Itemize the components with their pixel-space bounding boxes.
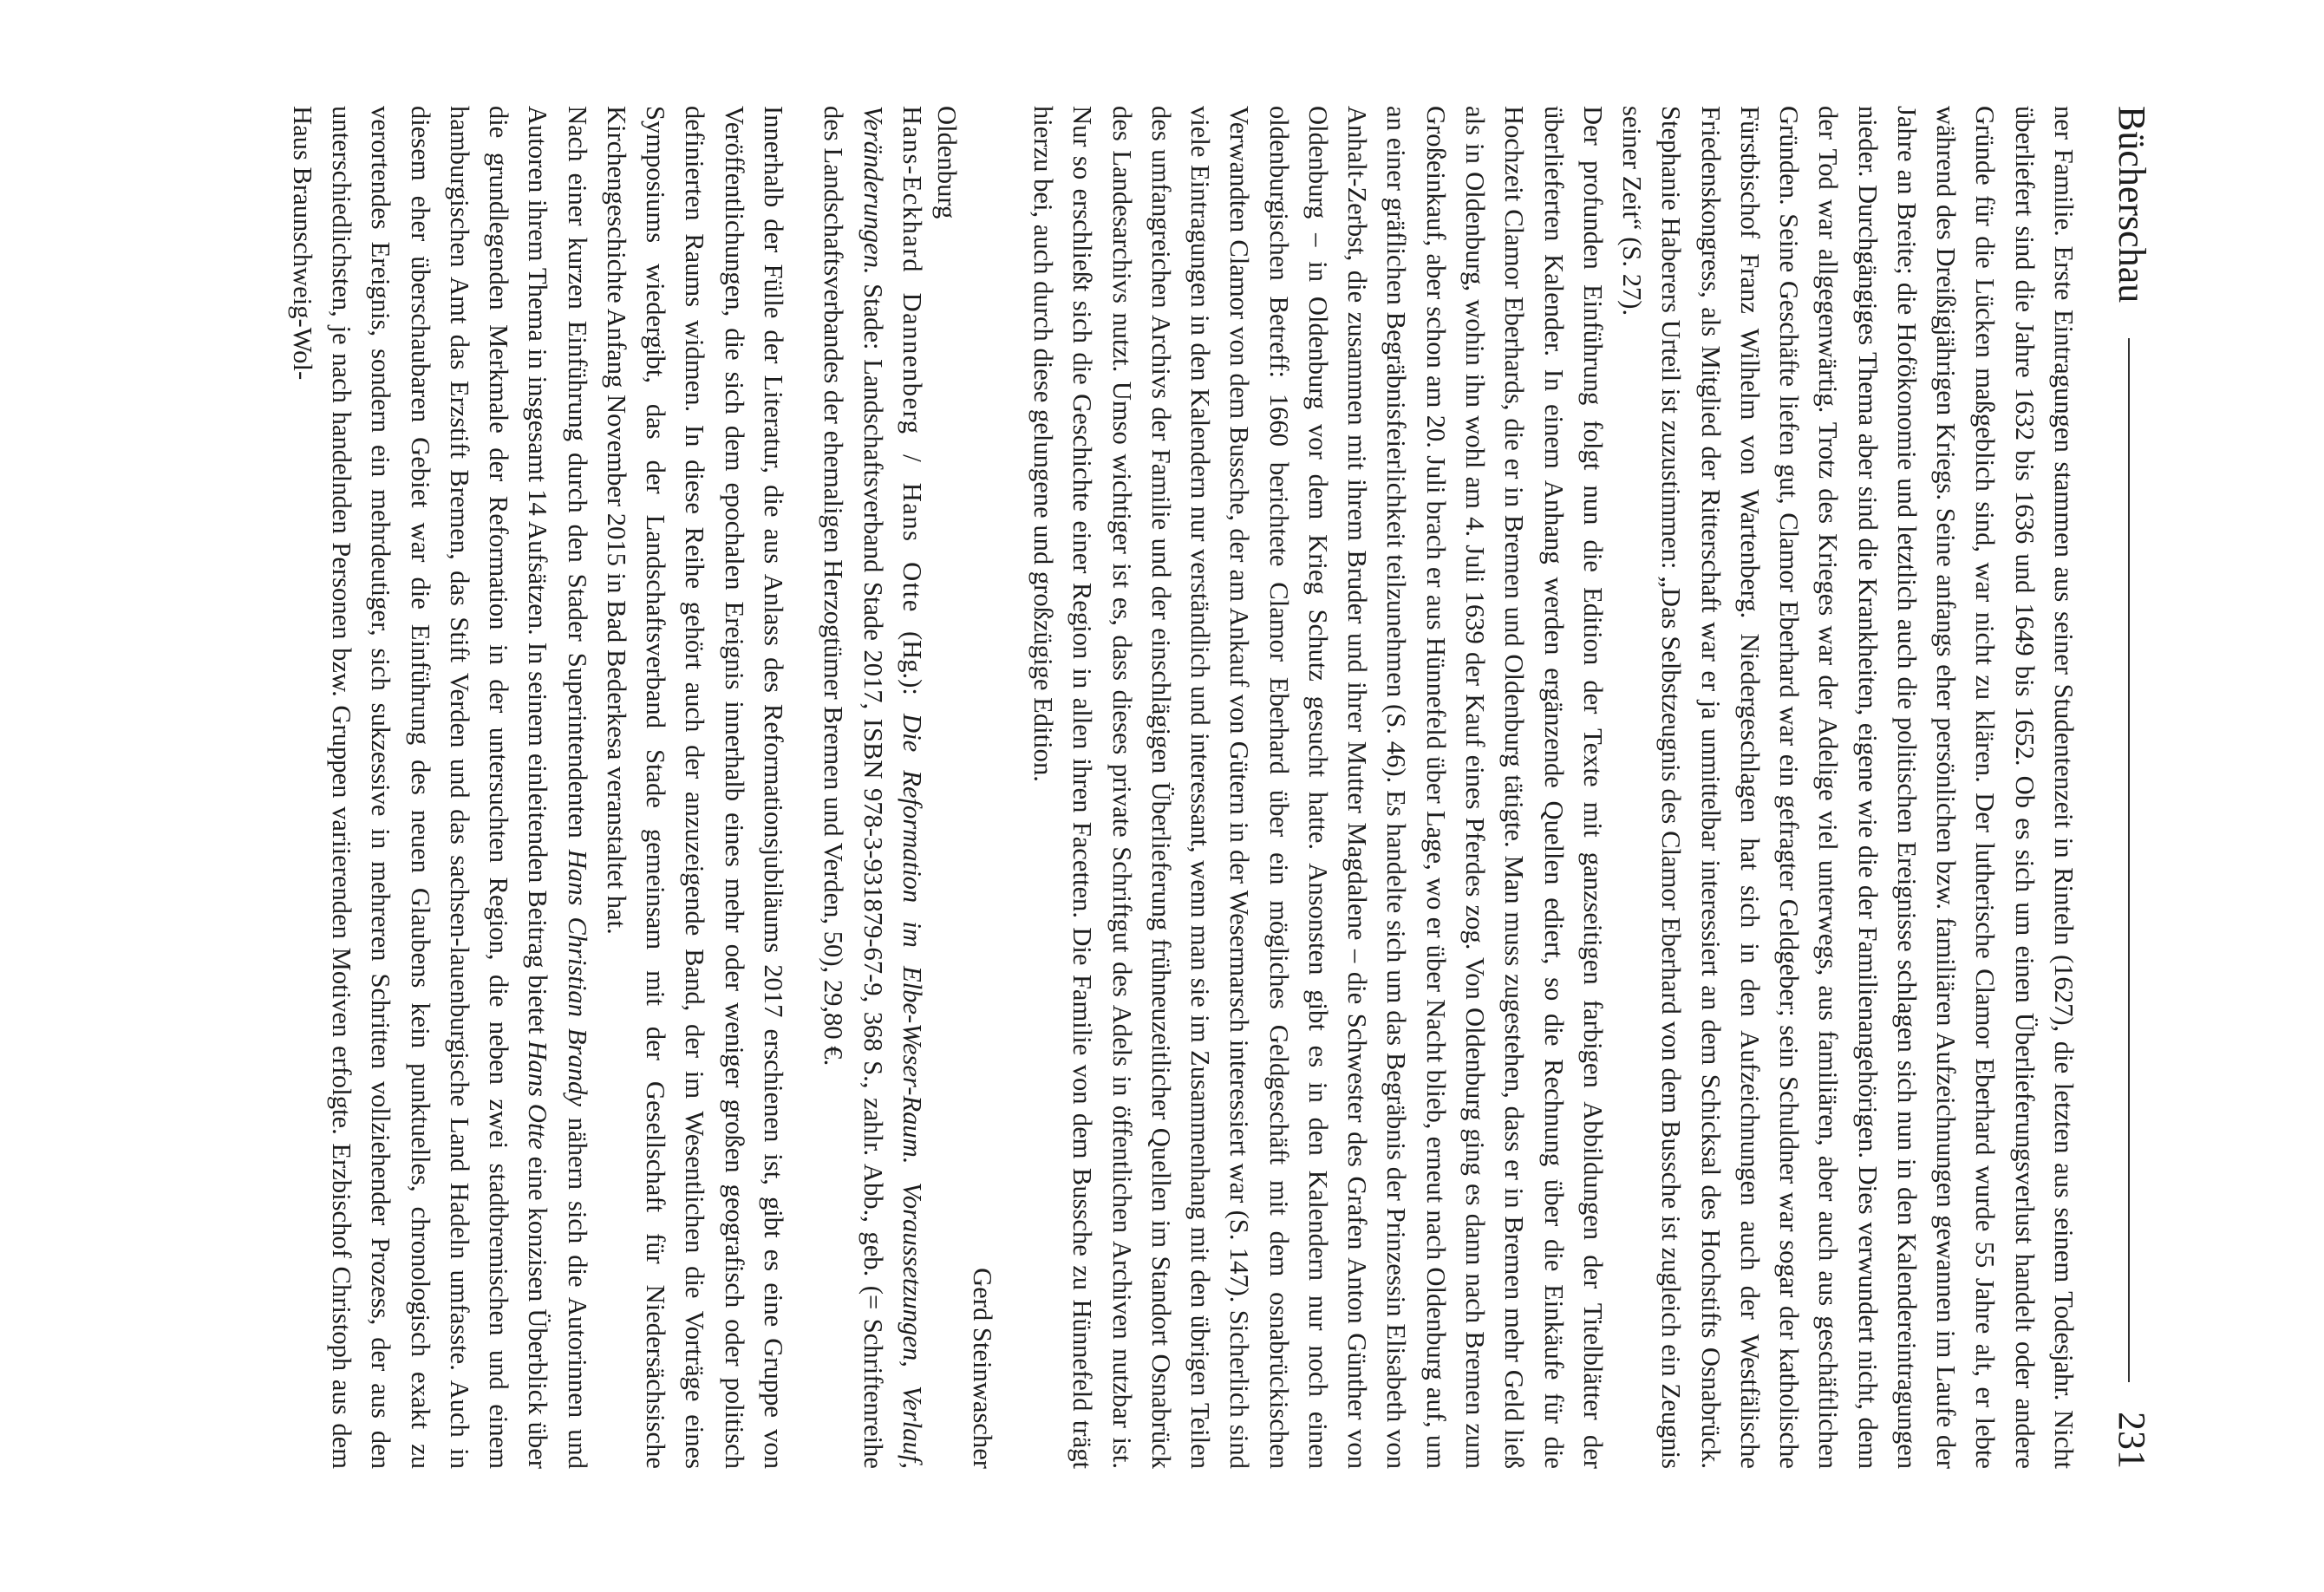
page-content	[36, 106, 2161, 1469]
book-authors: Hans-Eckhard Dannenberg / Hans Otte	[897, 106, 927, 613]
running-header	[2083, 106, 2161, 1469]
review2-paragraph-2	[283, 106, 597, 1469]
review1-paragraph-1: ner Familie. Erste Eintragungen stammen aus seiner Studentenzeit in Rinteln (1627), die letzten aus seinem Todesjahr. Nicht überliefert sind die Jahre 1632 bis 1636 und 1649 bis 1652. Ob es sich um einen Überlieferungsverlust handelt oder andere Gründe für die Lücken maßgeblich sind, war nicht zu klären. Der lutherische Clamor Eberhard wurde 55 Jahre alt, er lebte während des Dreißigjährigen Kriegs. Seine anfangs eher persönlichen bzw. familiären Aufzeichnungen gewannen im Laufe der Jahre an Breite; die Hofökonomie und letztlich auch die politischen Ereignisse schlagen sich nun in den Kalendereintragungen nieder. Durchgängiges Thema aber sind die Krankheiten, eigene wie die der Familienangehörigen. Dies verwundert nicht, denn der Tod war allgegenwärtig. Trotz des Krieges war der Adelige viel unterwegs, aus familiären, aber auch aus geschäftlichen Gründen. Seine Geschäfte liefen gut, Clamor Eberhard war ein gefragter Geldgeber; sein Schuldner war sogar der katholische Fürstbischof Franz Wilhelm von Wartenberg. Niedergeschlagen hat sich in den Aufzeichnungen auch der Westfälische Friedenskongress, als Mitglied der Ritterschaft war er ja unmittelbar interessiert an dem Schicksal des Hochstifts Osnabrück. Stephanie Haberers Urteil ist zuzustimmen: „Das Selbstzeugnis des Clamor Eberhard von dem Bussche ist zugleich ein Zeugnis seiner Zeit“ (S. 27).	[1617, 106, 2079, 1469]
review2-text-a: Nach einer kurzen Einführung durch den Stader Superintendenten	[562, 106, 592, 850]
review1-paragraph-2: Der profunden Einführung folgt nun die Edition der Texte mit ganzseitigen farbigen Abbildungen der Titelblätter der überlieferten Kalender. In einem Anhang werden ergänzende Quellen ediert, so die Rechnung über die Einkäufe für die Hochzeit Clamor Eberhards, die er in Bremen und Oldenburg tätigte. Man muss zugestehen, dass er in Bremen mehr Geld ließ als in Oldenburg, wohin ihn wohl am 4. Juli 1639 der Kauf eines Pferdes zog. Von Oldenburg ging es dann nach Bremen zum Großeinkauf, aber schon am 20. Juli brach er aus Hünnefeld über Lage, wo er über Nacht blieb, erneut nach Oldenburg auf, um an einer gräflichen Begräbnisfeierlichkeit teilzunehmen (S. 46). Es handelte sich um das Begräbnis der Prinzessin Elisabeth von Anhalt-Zerbst, die zusammen mit ihrem Bruder und ihrer Mutter Magdalene – die Schwester des Grafen Anton Günther von Oldenburg – in Oldenburg vor dem Krieg Schutz gesucht hatte. Ansonsten gibt es in den Kalendern nur noch einen oldenburgischen Betreff: 1660 berichtete Clamor Eberhard über ein mögliches Geldgeschäft mit dem osnabrückischen Verwandten Clamor von dem Bussche, der am Ankauf von Gütern in der Wesermarsch interessiert war (S. 147). Sicherlich sind viele Eintragungen in den Kalendern nur verständlich und interessant, wenn man sie im Zusammenhang mit den übrigen Teilen des umfangreichen Archivs der Familie und der einschlägigen Überlieferung frühneuzeitlicher Quellen im Standort Osnabrück des Landesarchivs nutzt. Umso wichtiger ist es, dass dieses private Schriftgut des Adels in öffentlichen Archiven nutzbar ist. Nur so erschließt sich die Geschichte einer Region in allen ihren Facetten. Die Familie von dem Bussche zu Hünnefeld trägt hierzu bei, auch durch diese gelungene und großzügige Edition.	[1028, 106, 1608, 1469]
review2-paragraph-1: Innerhalb der Fülle der Literatur, die aus Anlass des Reformationsjubiläums 2017 erschienen ist, gibt es eine Gruppe von Veröffentlichungen, die sich dem epochalen Ereignis innerhalb eines mehr oder weniger großen geografisch oder politisch definierten Raums widmen. In diese Reihe gehört auch der anzuzeigende Band, der im Wesentlichen die Vorträge eines Symposiums wiedergibt, das der Landschaftsverband Stade gemeinsam mit der Gesellschaft für Niedersächsische Kirchengeschichte Anfang November 2015 in Bad Bederkesa veranstaltet hat.	[601, 106, 789, 1469]
review2-text-b: nähern sich die Autorinnen und Autoren ihrem Thema in insgesamt 14 Aufsätzen. In seinem einleitenden Beitrag bietet	[523, 106, 592, 1470]
reviewer-signature: Gerd Steinwascher	[967, 1268, 997, 1469]
publication-info: Stade: Landschaftsverband Stade 2017, ISBN 978-3-931879-67-9, 368 S., zahlr. Abb., geb. (= Schriftenreihe des Landschaftsverbandes der ehemaligen Herzogtümer Bremen und Verden, 50), 29,80 €.	[819, 106, 888, 1469]
header-rule	[2128, 338, 2130, 1382]
review-place: Oldenburg	[931, 106, 962, 219]
page-number: 231	[2111, 1412, 2153, 1469]
person-name-brandy: Hans Christian Brandy	[562, 849, 592, 1106]
person-name-otte: Hans Otte	[523, 1041, 553, 1150]
section-title: Bücherschau	[2111, 106, 2153, 303]
review2-text-c: eine konzisen Überblick über die grundlegenden Merkmale der Reformation in der untersuchten Region, die neben zwei stadtbremischen und einem hamburgischen Amt das Erzstift Bremen, das Stift Verden und das sachsen-lauenburgische Land Hadeln umfasste. Auch in diesem eher überschaubaren Gebiet war die Einführung des neuen Glaubens kein punktuelles, chronologisch exakt zu verortendes Ereignis, sondern ein mehrdeutiger, sich sukzessive in mehreren Schritten vollziehender Prozess, der aus den unterschiedlichsten, je nach handelnden Personen bzw. Gruppen variierenden Motiven erfolgte. Erzbischof Christoph aus dem Haus Braunschweig-Wol-	[287, 106, 553, 1469]
editor-note: (Hg.):	[897, 612, 927, 714]
book-title: Die Reformation im Elbe-Weser-Raum. Voraussetzungen, Verlauf, Veränderungen.	[858, 106, 927, 1469]
bibliographic-entry	[813, 106, 931, 1469]
